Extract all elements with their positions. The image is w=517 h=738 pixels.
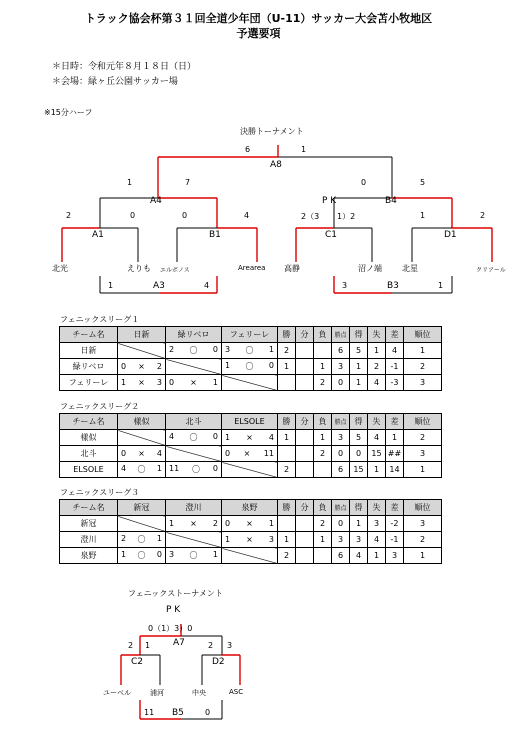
stat-cell-l: 1: [314, 532, 332, 548]
self-match-cell: [166, 446, 222, 462]
match-result-cell: 4 〇 0: [166, 430, 222, 446]
a8-right-score: 1: [301, 145, 307, 154]
stat-cell-pts: 0: [332, 446, 350, 462]
a4-right-score: 7: [185, 178, 191, 187]
stat-cell-gd: -1: [386, 532, 404, 548]
a7-right-score2: 3: [227, 641, 233, 650]
league-row: [60, 446, 442, 462]
stat-cell-gd: ##: [386, 446, 404, 462]
match-result-cell: 0 × 2: [118, 359, 166, 375]
d1-left-score: 1: [420, 211, 426, 220]
team-name-cell: 新冠: [60, 516, 118, 532]
stat-cell-gd: 14: [386, 462, 404, 478]
self-match-cell: [166, 532, 222, 548]
stat-cell-gf: 1: [350, 516, 368, 532]
league-row: [60, 548, 442, 564]
league3-table: [59, 499, 442, 564]
stat-cell-ga: 15: [368, 446, 386, 462]
match-result-cell: 3 〇 1: [166, 548, 222, 564]
stat-cell-l: 2: [314, 516, 332, 532]
a8-label: A8: [270, 160, 282, 170]
stat-cell-gd: -3: [386, 375, 404, 391]
b4-right-score: 5: [420, 178, 426, 187]
b4-pk: P K: [322, 196, 337, 206]
stat-cell-rank: 1: [404, 462, 442, 478]
a4-left-score: 1: [127, 178, 133, 187]
league-header-cell: 分: [296, 327, 314, 343]
team-urakawa: 浦河: [150, 689, 164, 697]
league-header-row: [60, 414, 442, 430]
league2-table: [59, 413, 442, 478]
league-header-row: [60, 327, 442, 343]
a8-left-score: 6: [245, 145, 251, 154]
match-result-cell: 1 × 3: [118, 375, 166, 391]
league-header-cell: 分: [296, 500, 314, 516]
c1-label: C1: [325, 230, 338, 240]
league-header-cell: 樣似: [118, 414, 166, 430]
match-result-cell: 3 〇 1: [222, 343, 278, 359]
match-result-cell: 0 × 1: [222, 516, 278, 532]
stat-cell-gd: 4: [386, 343, 404, 359]
league-header-cell: 失: [368, 327, 386, 343]
self-match-cell: [118, 430, 166, 446]
team-kosei: 高静: [284, 264, 300, 273]
team-name-cell: 澄川: [60, 532, 118, 548]
team-hokusei: 北星: [402, 264, 418, 273]
phoenix-pk: P K: [166, 605, 181, 615]
league-header-cell: フェリーレ: [222, 327, 278, 343]
league-row: [60, 375, 442, 391]
self-match-cell: [222, 548, 278, 564]
stat-cell-ga: 1: [368, 343, 386, 359]
b5-right: 0: [205, 708, 211, 717]
stat-cell-ga: 4: [368, 375, 386, 391]
stat-cell-gf: 5: [350, 430, 368, 446]
match-result-cell: 1 × 2: [166, 516, 222, 532]
league-header-cell: チーム名: [60, 500, 118, 516]
b1-left-score: 0: [182, 211, 188, 220]
d1-label: D1: [444, 230, 457, 240]
league-header-cell: 負: [314, 327, 332, 343]
c1-left-score: 2（3: [301, 212, 320, 221]
stat-cell-l: 2: [314, 446, 332, 462]
d2-label: D2: [212, 657, 225, 667]
stat-cell-gd: 3: [386, 548, 404, 564]
team-arearea: Arearea: [238, 264, 266, 272]
match-result-cell: 1 × 4: [222, 430, 278, 446]
self-match-cell: [222, 375, 278, 391]
league-header-cell: 差: [386, 414, 404, 430]
league-header-cell: 負: [314, 500, 332, 516]
stat-cell-rank: 3: [404, 446, 442, 462]
self-match-cell: [118, 516, 166, 532]
stat-cell-rank: 2: [404, 430, 442, 446]
d1-right-score: 2: [480, 211, 486, 220]
stat-cell-l: [314, 343, 332, 359]
stat-cell-gf: 4: [350, 548, 368, 564]
stat-cell-w: 2: [278, 343, 296, 359]
league-header-cell: 勝点: [332, 414, 350, 430]
stat-cell-w: 2: [278, 548, 296, 564]
a7-pk-line: 0（1）3）0: [148, 624, 193, 633]
league-row: [60, 359, 442, 375]
league-header-cell: 得: [350, 414, 368, 430]
league-header-cell: 得: [350, 327, 368, 343]
team-name-cell: 北斗: [60, 446, 118, 462]
stat-cell-pts: 0: [332, 516, 350, 532]
b4-label: B4: [385, 196, 397, 206]
team-numanohata: 沼ノ端: [358, 264, 382, 273]
c1-right-score: 1）2: [337, 212, 356, 221]
stat-cell-pts: 6: [332, 343, 350, 359]
team-name-cell: 樣似: [60, 430, 118, 446]
league-header-cell: 日新: [118, 327, 166, 343]
a3-right: 4: [204, 281, 210, 290]
stat-cell-w: [278, 446, 296, 462]
league-header-cell: 勝点: [332, 327, 350, 343]
stat-cell-rank: 1: [404, 343, 442, 359]
stat-cell-d: [296, 446, 314, 462]
stat-cell-pts: 0: [332, 375, 350, 391]
stat-cell-gf: 0: [350, 446, 368, 462]
match-result-cell: 0 × 1: [166, 375, 222, 391]
date-line: ＊日時：令和元年８月１８日（日）: [52, 62, 197, 72]
league-row: [60, 343, 442, 359]
team-name-cell: 日新: [60, 343, 118, 359]
team-hokko: 北光: [52, 264, 68, 273]
stat-cell-ga: 3: [368, 516, 386, 532]
league-header-cell: 順位: [404, 327, 442, 343]
league-header-cell: 北斗: [166, 414, 222, 430]
stat-cell-d: [296, 343, 314, 359]
league-row: [60, 532, 442, 548]
league-header-cell: 差: [386, 500, 404, 516]
match-result-cell: 1 〇 0: [222, 359, 278, 375]
league-row: [60, 516, 442, 532]
stat-cell-pts: 3: [332, 430, 350, 446]
page-title: トラック協会杯第３１回全道少年団（U-11）サッカー大会苫小牧地区: [84, 12, 433, 25]
stat-cell-l: 1: [314, 359, 332, 375]
stat-cell-d: [296, 548, 314, 564]
a1-left-score: 2: [66, 211, 72, 220]
league-header-cell: ELSOLE: [222, 414, 278, 430]
stat-cell-ga: 2: [368, 359, 386, 375]
a7-left-score: 2: [128, 641, 134, 650]
stat-cell-rank: 1: [404, 548, 442, 564]
league-header-cell: 分: [296, 414, 314, 430]
stat-cell-gf: 1: [350, 359, 368, 375]
stat-cell-gd: -1: [386, 359, 404, 375]
stat-cell-d: [296, 462, 314, 478]
a7-label: A7: [173, 638, 185, 648]
league2-title: フェニックスリーグ２: [60, 402, 140, 411]
match-result-cell: 1 〇 0: [118, 548, 166, 564]
team-uberu: ユーベル: [103, 689, 131, 697]
league-header-cell: 勝: [278, 327, 296, 343]
league-row: [60, 462, 442, 478]
venue-line: ＊会場：緑ヶ丘公園サッカー場: [52, 77, 178, 87]
stat-cell-rank: 2: [404, 532, 442, 548]
stat-cell-rank: 3: [404, 375, 442, 391]
league-header-cell: 得: [350, 500, 368, 516]
self-match-cell: [166, 359, 222, 375]
a1-right-score: 0: [130, 211, 136, 220]
league1-title: フェニックスリーグ１: [60, 315, 140, 324]
b3-label: B3: [387, 281, 399, 291]
self-match-cell: [222, 462, 278, 478]
match-result-cell: 1 × 3: [222, 532, 278, 548]
stat-cell-ga: 1: [368, 462, 386, 478]
league-header-cell: 失: [368, 500, 386, 516]
stat-cell-rank: 3: [404, 516, 442, 532]
stat-cell-gf: 1: [350, 375, 368, 391]
stat-cell-w: 1: [278, 359, 296, 375]
match-result-cell: 4 〇 1: [118, 462, 166, 478]
team-chuo: 中央: [192, 689, 206, 697]
stat-cell-d: [296, 532, 314, 548]
match-result-cell: 0 × 4: [118, 446, 166, 462]
stat-cell-l: 1: [314, 430, 332, 446]
league-header-cell: 順位: [404, 500, 442, 516]
stat-cell-gf: 5: [350, 343, 368, 359]
stat-cell-w: 1: [278, 430, 296, 446]
self-match-cell: [118, 343, 166, 359]
stat-cell-w: 2: [278, 462, 296, 478]
half-note: ※15分ハーフ: [44, 108, 93, 117]
stat-cell-l: [314, 462, 332, 478]
page-subtitle: 予選要項: [236, 27, 281, 40]
stat-cell-rank: 2: [404, 359, 442, 375]
match-result-cell: 2 〇 0: [166, 343, 222, 359]
stat-cell-pts: 6: [332, 462, 350, 478]
b5-left: 11: [144, 708, 155, 717]
a3-left: 1: [108, 281, 114, 290]
stat-cell-pts: 3: [332, 359, 350, 375]
league3-title: フェニックスリーグ３: [60, 488, 140, 497]
b4-left-score: 0: [361, 178, 367, 187]
a7-right-score: 2: [208, 641, 214, 650]
stat-cell-ga: 4: [368, 532, 386, 548]
stat-cell-d: [296, 516, 314, 532]
league-header-cell: 失: [368, 414, 386, 430]
league-header-cell: 差: [386, 327, 404, 343]
stat-cell-w: [278, 516, 296, 532]
team-elbonos: エルボノス: [160, 267, 190, 274]
b1-label: B1: [209, 230, 221, 240]
stat-cell-w: [278, 375, 296, 391]
stat-cell-d: [296, 375, 314, 391]
match-result-cell: 2 〇 1: [118, 532, 166, 548]
team-name-cell: フェリーレ: [60, 375, 118, 391]
stat-cell-ga: 1: [368, 548, 386, 564]
stat-cell-gf: 15: [350, 462, 368, 478]
league-header-cell: 泉野: [222, 500, 278, 516]
stat-cell-l: [314, 548, 332, 564]
a3-label: A3: [153, 281, 165, 291]
b1-right-score: 4: [244, 211, 250, 220]
league-row: [60, 430, 442, 446]
match-result-cell: 0 × 11: [222, 446, 278, 462]
match-result-cell: 11 〇 0: [166, 462, 222, 478]
league-header-cell: 勝: [278, 414, 296, 430]
b3-right: 1: [438, 281, 444, 290]
league-header-cell: 負: [314, 414, 332, 430]
stat-cell-gd: -2: [386, 516, 404, 532]
team-name-cell: ELSOLE: [60, 462, 118, 478]
b3-left: 3: [342, 281, 348, 290]
league-header-cell: 勝: [278, 500, 296, 516]
stat-cell-gd: 1: [386, 430, 404, 446]
stat-cell-pts: 3: [332, 532, 350, 548]
league-header-cell: 順位: [404, 414, 442, 430]
stat-cell-d: [296, 359, 314, 375]
team-asc: ASC: [229, 688, 244, 696]
league-header-cell: チーム名: [60, 414, 118, 430]
stat-cell-d: [296, 430, 314, 446]
a7-left-score2: 1: [145, 641, 151, 650]
team-name-cell: 泉野: [60, 548, 118, 564]
stat-cell-l: 2: [314, 375, 332, 391]
a4-label: A4: [150, 196, 162, 206]
b5-label: B5: [172, 708, 184, 718]
team-name-cell: 緑リベロ: [60, 359, 118, 375]
stat-cell-pts: 6: [332, 548, 350, 564]
league-header-cell: チーム名: [60, 327, 118, 343]
league-header-cell: 新冠: [118, 500, 166, 516]
league-header-cell: 澄川: [166, 500, 222, 516]
league-header-cell: 緑リベロ: [166, 327, 222, 343]
stat-cell-ga: 4: [368, 430, 386, 446]
final-title: 決勝トーナメント: [240, 127, 304, 136]
league-header-cell: 勝点: [332, 500, 350, 516]
team-clear: クリアール: [476, 267, 506, 274]
stat-cell-w: 1: [278, 532, 296, 548]
team-erimo: えりも: [127, 264, 151, 273]
league1-table: [59, 326, 442, 391]
c2-label: C2: [131, 657, 144, 667]
league-header-row: [60, 500, 442, 516]
a1-label: A1: [92, 230, 104, 240]
phoenix-title: フェニックストーナメント: [128, 589, 223, 598]
stat-cell-gf: 3: [350, 532, 368, 548]
